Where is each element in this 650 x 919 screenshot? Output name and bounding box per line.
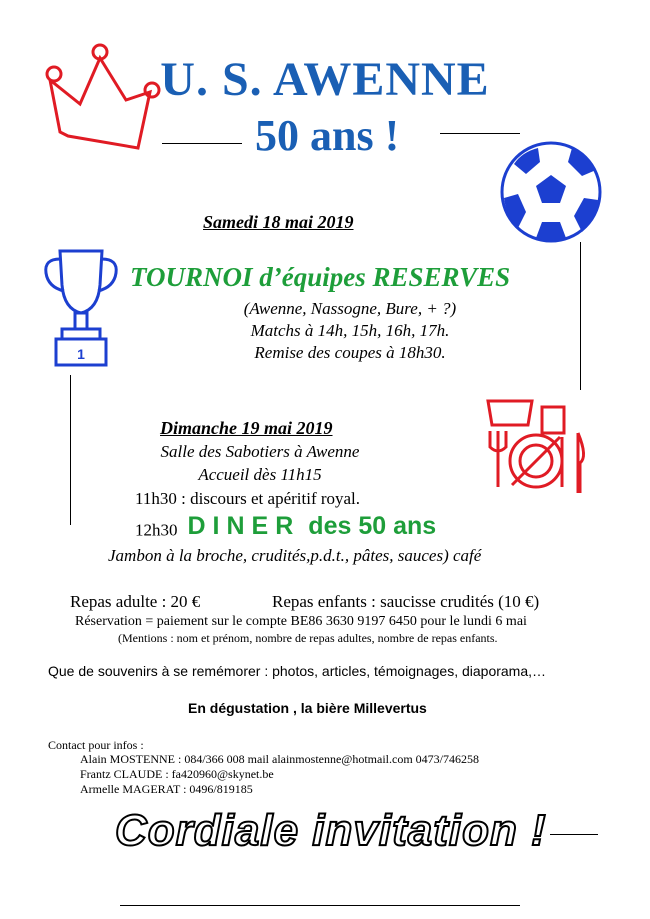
- closing-invitation: Cordiale invitation !: [115, 806, 547, 855]
- bottom-rule: [120, 905, 520, 906]
- contact-lines: [80, 752, 479, 797]
- soccer-ball-icon: [498, 140, 604, 244]
- tournament-details: [200, 298, 500, 364]
- reservation-mentions: (Mentions : nom et prénom, nombre de repas adultes, nombre de repas enfants.: [118, 631, 498, 645]
- contact-armelle: Armelle MAGERAT : 0496/819185: [80, 782, 253, 796]
- restaurant-icon: [482, 397, 600, 497]
- beer-text: En dégustation , la bière Millevertus: [188, 700, 427, 716]
- reservation-info: Réservation = paiement sur le compte BE86 3630 9197 6450 pour le lundi 6 mai: [75, 614, 527, 629]
- tournament-title: TOURNOI d’équipes RESERVES: [130, 262, 511, 292]
- contact-heading: Contact pour infos :: [48, 738, 144, 752]
- trophy-icon: [42, 243, 120, 371]
- closing-rule: [550, 834, 598, 835]
- club-title: U. S. AWENNE: [160, 53, 490, 106]
- sunday-welcome: Accueil dès 11h15: [198, 465, 322, 484]
- header-right-rule: [440, 133, 520, 134]
- header-left-rule: [162, 143, 242, 144]
- price-children: Repas enfants : saucisse crudités (10 €): [272, 592, 540, 611]
- svg-text:1: 1: [77, 346, 85, 362]
- tournament-awards: Remise des coupes à 18h30.: [254, 343, 446, 362]
- dinner-line: [135, 512, 436, 541]
- souvenirs-text: Que de souvenirs à se remémorer : photos, articles, témoignages, diaporama,…: [48, 663, 547, 679]
- dinner-rest: des 50 ans: [308, 512, 437, 540]
- saturday-date: Samedi 18 mai 2019: [203, 212, 354, 232]
- sunday-aperitif: 11h30 : discours et apéritif royal.: [135, 489, 361, 508]
- contact-alain: Alain MOSTENNE : 084/366 008 mail alainmostenne@hotmail.com 0473/746258: [80, 752, 480, 766]
- dinner-time: 12h30: [135, 520, 178, 540]
- left-vertical-rule: [70, 375, 71, 525]
- right-vertical-rule: [580, 242, 581, 390]
- contact-frantz: Frantz CLAUDE : fa420960@skynet.be: [80, 767, 274, 781]
- tournament-matches: Matchs à 14h, 15h, 16h, 17h.: [250, 321, 450, 340]
- anniversary-heading: 50 ans !: [255, 111, 400, 160]
- sunday-date: Dimanche 19 mai 2019: [160, 418, 333, 438]
- sunday-venue: Salle des Sabotiers à Awenne: [160, 442, 360, 461]
- dinner-menu: Jambon à la broche, crudités,p.d.t., pâtes, sauces) café: [108, 546, 482, 565]
- dinner-word: DINER: [187, 512, 301, 540]
- price-adult: Repas adulte : 20 €: [70, 592, 201, 611]
- tournament-teams: (Awenne, Nassogne, Bure, + ?): [243, 299, 457, 318]
